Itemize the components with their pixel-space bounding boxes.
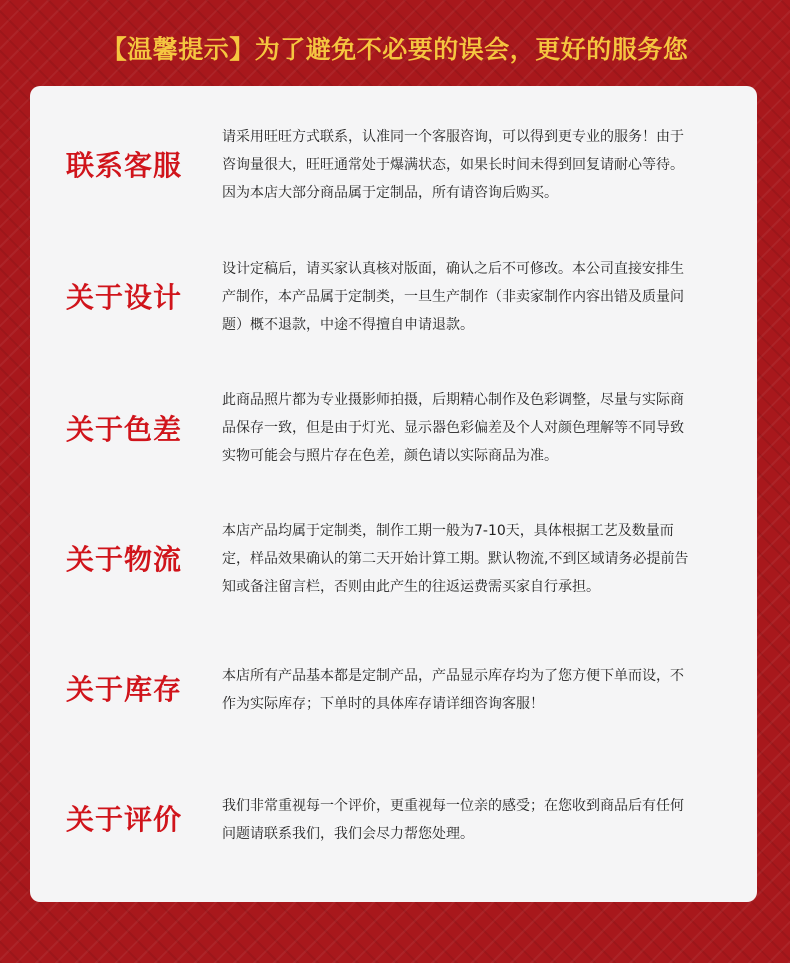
notice-card [30,86,757,902]
banner-title: 【温馨提示】为了避免不必要的误会，更好的服务您 [101,35,689,64]
section-heading: 关于设计 [66,281,183,314]
section-heading: 关于库存 [66,673,183,706]
section-heading: 关于物流 [66,543,183,576]
section-body: 此商品照片都为专业摄影师拍摄，后期精心制作及色彩调整，尽量与实际商品保存一致，但是由于灯光、显示器色彩偏差及个人对颜色理解等不同导致实物可能会与照片存在色差，颜色请以实际商品为准。 [222,392,684,464]
section-body: 我们非常重视每一个评价，更重视每一位亲的感受；在您收到商品后有任何问题请联系我们，我们会尽力帮您处理。 [222,798,684,842]
section-body: 本店所有产品基本都是定制产品，产品显示库存均为了您方便下单而设，不作为实际库存；下单时的具体库存请详细咨询客服！ [222,668,684,712]
section-heading: 关于评价 [66,803,183,836]
section-body: 设计定稿后，请买家认真核对版面，确认之后不可修改。本公司直接安排生产制作，本产品属于定制类，一旦生产制作（非卖家制作内容出错及质量问题）概不退款，中途不得擅自申请退款。 [222,261,684,333]
section-heading: 联系客服 [66,149,183,182]
section-heading: 关于色差 [66,413,183,446]
section-body: 请采用旺旺方式联系，认准同一个客服咨询，可以得到更专业的服务！由于咨询量很大，旺旺通常处于爆满状态，如果长时间未得到回复请耐心等待。因为本店大部分商品属于定制品，所有请咨询后购买。 [222,129,684,201]
section-body: 本店产品均属于定制类，制作工期一般为7-10天，具体根据工艺及数量而定，样品效果确认的第二天开始计算工期。默认物流,不到区域请务必提前告知或备注留言栏，否则由此产生的往返运费需买家自行承担。 [222,523,689,595]
